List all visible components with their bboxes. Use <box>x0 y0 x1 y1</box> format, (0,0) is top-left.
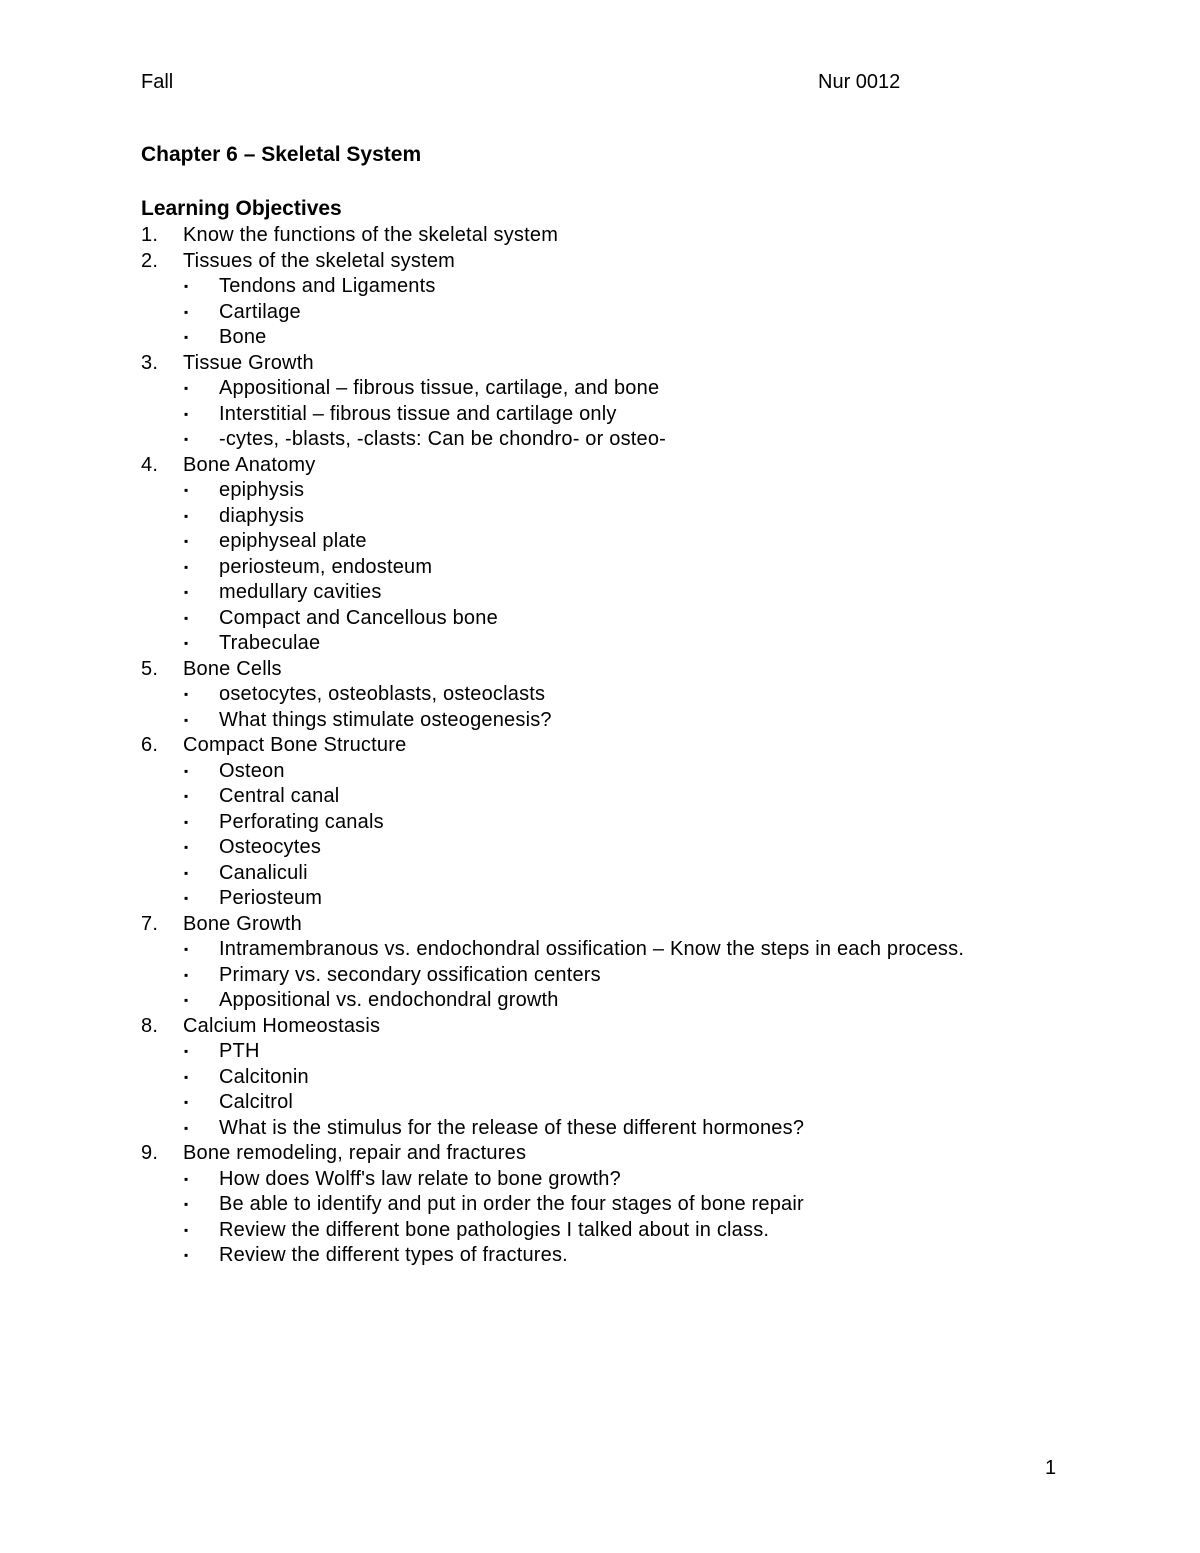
objective-subitem <box>141 861 1101 887</box>
objective-number: 4. <box>141 453 159 476</box>
objective-subitem <box>141 988 1101 1014</box>
objective-subitem-text: Trabeculae <box>219 632 321 654</box>
square-bullet-icon: ▪ <box>184 381 189 395</box>
objective-text: Bone remodeling, repair and fractures <box>183 1142 527 1164</box>
objective-subitem-text: Compact and Cancellous bone <box>219 606 498 629</box>
objective-subitem <box>141 1167 1101 1193</box>
objective-text: Bone Anatomy <box>183 453 316 476</box>
objective-subitem <box>141 682 1101 708</box>
objective-subitem <box>141 937 1101 963</box>
objective-subitem-text: Tendons and Ligaments <box>219 275 436 297</box>
square-bullet-icon: ▪ <box>184 1197 189 1211</box>
objective-subitem-text: Central canal <box>219 785 340 807</box>
objective-subitem-text: Bone <box>219 326 267 348</box>
square-bullet-icon: ▪ <box>184 1171 189 1186</box>
objective-subitem <box>141 606 1101 632</box>
square-bullet-icon: ▪ <box>184 330 189 344</box>
objective-subitem <box>141 529 1101 555</box>
objectives-heading: Learning Objectives <box>141 197 342 220</box>
square-bullet-icon: ▪ <box>184 763 189 778</box>
objective-subitem <box>141 784 1101 810</box>
objective-text: Bone Cells <box>183 657 282 680</box>
square-bullet-icon: ▪ <box>184 610 189 625</box>
objective-text: Tissue Growth <box>183 351 314 374</box>
objective-subitem <box>141 402 1101 428</box>
objective-text: Bone Growth <box>183 912 302 935</box>
objective-subitem <box>141 708 1101 734</box>
square-bullet-icon: ▪ <box>184 1248 189 1262</box>
objective-subitem <box>141 963 1101 989</box>
objective-number: 6. <box>141 734 159 756</box>
objective-subitem <box>141 631 1101 657</box>
objectives-list <box>141 223 1101 1269</box>
objective-subitem-text: Interstitial – fibrous tissue and cartilage only <box>219 402 617 425</box>
square-bullet-icon: ▪ <box>184 687 189 701</box>
objective-subitem <box>141 1218 1101 1244</box>
objective-item <box>141 223 1101 249</box>
square-bullet-icon: ▪ <box>184 432 189 446</box>
header-left-text: Fall <box>141 71 174 93</box>
header-right-text: Nur 0012 <box>818 71 901 93</box>
objective-subitem-text: Be able to identify and put in order the four stages of bone repair <box>219 1193 804 1215</box>
square-bullet-icon: ▪ <box>184 891 189 905</box>
square-bullet-icon: ▪ <box>184 534 189 548</box>
objective-item <box>141 733 1101 759</box>
objective-subitem-text: Intramembranous vs. endochondral ossification – Know the steps in each process. <box>219 938 965 960</box>
objective-subitem-text: Review the different bone pathologies I talked about in class. <box>219 1218 770 1241</box>
objective-subitem <box>141 427 1101 453</box>
square-bullet-icon: ▪ <box>184 814 189 829</box>
square-bullet-icon: ▪ <box>184 1095 189 1109</box>
square-bullet-icon: ▪ <box>184 279 189 293</box>
square-bullet-icon: ▪ <box>184 585 189 599</box>
objective-subitem-text: epiphyseal plate <box>219 530 367 552</box>
square-bullet-icon: ▪ <box>184 840 189 854</box>
objective-subitem <box>141 300 1101 326</box>
objective-subitem-text: What things stimulate osteogenesis? <box>219 708 552 731</box>
objective-subitem-text: diaphysis <box>219 504 305 527</box>
objective-item <box>141 453 1101 479</box>
objective-number: 5. <box>141 657 159 680</box>
objective-number: 2. <box>141 249 159 272</box>
objective-number: 9. <box>141 1142 159 1164</box>
objective-item <box>141 351 1101 377</box>
objective-number: 7. <box>141 912 159 935</box>
objective-text: Compact Bone Structure <box>183 734 407 756</box>
square-bullet-icon: ▪ <box>184 942 189 956</box>
square-bullet-icon: ▪ <box>184 1222 189 1237</box>
square-bullet-icon: ▪ <box>184 967 189 982</box>
objective-subitem <box>141 1116 1101 1142</box>
page-number: 1 <box>1045 1457 1057 1479</box>
objective-subitem-text: Canaliculi <box>219 861 308 884</box>
objective-item <box>141 1014 1101 1040</box>
objective-subitem-text: periosteum, endosteum <box>219 555 433 578</box>
square-bullet-icon: ▪ <box>184 483 189 497</box>
square-bullet-icon: ▪ <box>184 304 189 319</box>
square-bullet-icon: ▪ <box>184 993 189 1007</box>
objective-subitem-text: -cytes, -blasts, -clasts: Can be chondro- or osteo- <box>219 428 667 450</box>
objective-subitem <box>141 1192 1101 1218</box>
objective-text: Know the functions of the skeletal system <box>183 224 559 246</box>
objective-subitem-text: Appositional – fibrous tissue, cartilage, and bone <box>219 377 660 399</box>
objective-subitem-text: Primary vs. secondary ossification centers <box>219 963 601 986</box>
objective-subitem <box>141 886 1101 912</box>
objective-subitem <box>141 376 1101 402</box>
objective-subitem-text: Appositional vs. endochondral growth <box>219 989 559 1011</box>
objective-number: 1. <box>141 224 159 246</box>
objective-subitem <box>141 759 1101 785</box>
objective-item <box>141 249 1101 275</box>
objective-subitem <box>141 555 1101 581</box>
objective-item <box>141 657 1101 683</box>
square-bullet-icon: ▪ <box>184 1044 189 1058</box>
objective-subitem-text: What is the stimulus for the release of these different hormones? <box>219 1116 805 1139</box>
objective-subitem <box>141 478 1101 504</box>
objective-subitem-text: How does Wolff's law relate to bone growth? <box>219 1167 621 1190</box>
objective-subitem <box>141 504 1101 530</box>
objective-subitem <box>141 274 1101 300</box>
objective-item <box>141 912 1101 938</box>
square-bullet-icon: ▪ <box>184 1069 189 1084</box>
square-bullet-icon: ▪ <box>184 406 189 421</box>
square-bullet-icon: ▪ <box>184 712 189 727</box>
objective-item <box>141 1141 1101 1167</box>
objective-subitem-text: epiphysis <box>219 479 305 501</box>
square-bullet-icon: ▪ <box>184 559 189 574</box>
objective-subitem-text: medullary cavities <box>219 581 382 603</box>
objective-subitem-text: Cartilage <box>219 300 301 323</box>
objective-subitem-text: osetocytes, osteoblasts, osteoclasts <box>219 683 546 705</box>
objective-text: Tissues of the skeletal system <box>183 249 456 272</box>
objective-number: 8. <box>141 1014 159 1037</box>
objective-subitem <box>141 835 1101 861</box>
objective-subitem <box>141 1243 1101 1269</box>
objective-subitem <box>141 1065 1101 1091</box>
objective-subitem <box>141 580 1101 606</box>
objective-subitem <box>141 810 1101 836</box>
square-bullet-icon: ▪ <box>184 636 189 650</box>
objective-subitem-text: Calcitrol <box>219 1091 294 1113</box>
square-bullet-icon: ▪ <box>184 508 189 523</box>
objective-subitem <box>141 1039 1101 1065</box>
objective-subitem-text: Osteon <box>219 759 285 782</box>
objective-subitem-text: Review the different types of fractures. <box>219 1244 568 1266</box>
objective-subitem-text: Calcitonin <box>219 1065 309 1088</box>
objective-subitem-text: Periosteum <box>219 887 323 909</box>
square-bullet-icon: ▪ <box>184 789 189 803</box>
objective-text: Calcium Homeostasis <box>183 1014 381 1037</box>
objective-subitem <box>141 325 1101 351</box>
objective-subitem-text: PTH <box>219 1040 260 1062</box>
objective-subitem <box>141 1090 1101 1116</box>
objective-subitem-text: Perforating canals <box>219 810 384 833</box>
square-bullet-icon: ▪ <box>184 865 189 880</box>
objective-number: 3. <box>141 351 159 374</box>
square-bullet-icon: ▪ <box>184 1120 189 1135</box>
objective-subitem-text: Osteocytes <box>219 836 322 858</box>
chapter-title: Chapter 6 – Skeletal System <box>141 143 422 166</box>
